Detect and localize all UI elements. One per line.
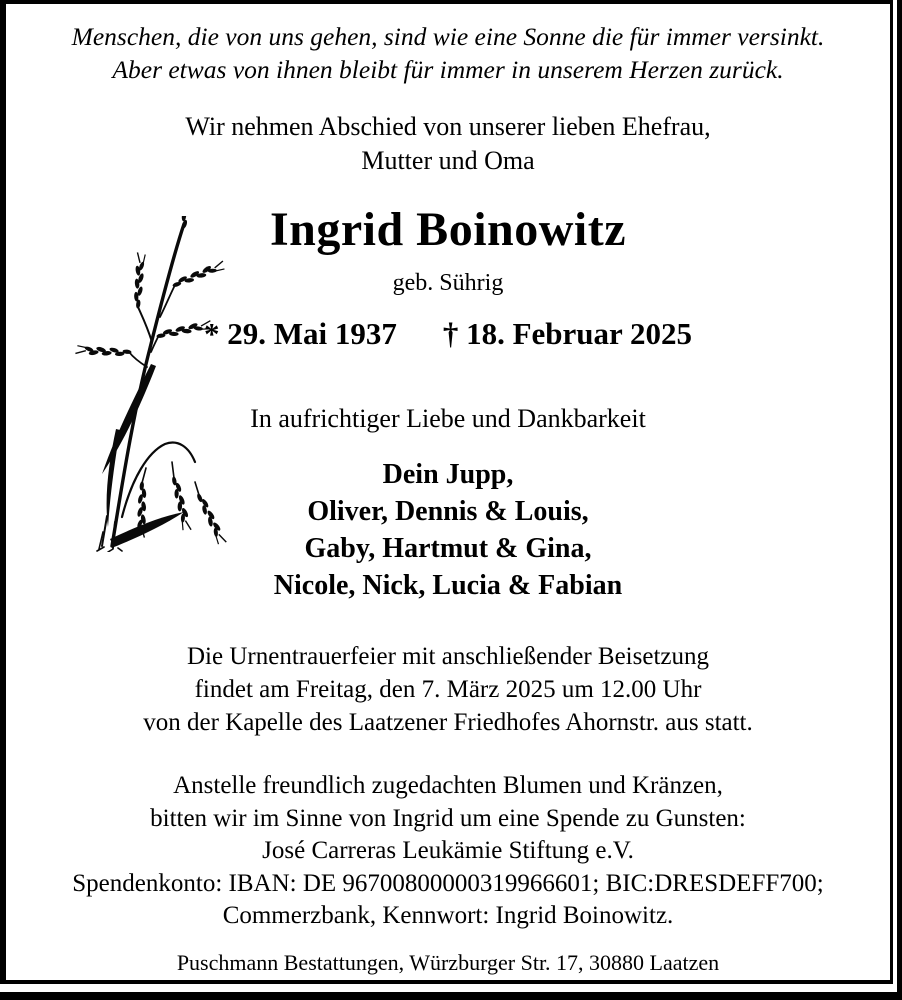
donation-line-1: Anstelle freundlich zugedachten Blumen und Kränzen,	[173, 772, 723, 799]
donation-line-2: bitten wir im Sinne von Ingrid um eine Spende zu Gunsten:	[150, 804, 746, 832]
mourners-line-4: Nicole, Nick, Lucia & Fabian	[273, 570, 623, 601]
mourners-line-3: Gaby, Hartmut & Gina,	[304, 533, 592, 564]
donation-info	[6, 770, 890, 933]
epigraph-line-2: Aber etwas von ihnen bleibt für immer in unserem Herzen zurück.	[112, 55, 784, 84]
mourners-list	[6, 456, 890, 604]
scan-edge-bottom	[0, 992, 902, 1000]
birth-date: * 29. Mai 1937	[203, 316, 397, 351]
farewell-line-1: Wir nehmen Abschied von unserer lieben Ehefrau,	[185, 112, 711, 141]
ceremony-info	[6, 640, 890, 739]
mourners-line-2: Oliver, Dennis & Louis,	[307, 496, 589, 527]
tribute-text: In aufrichtiger Liebe und Dankbarkeit	[250, 404, 646, 433]
donation-line-4: Spendenkonto: IBAN: DE 96700800000319966601; BIC:DRESDEFF700;	[72, 869, 824, 897]
scan-edge-right	[897, 0, 902, 1000]
donation-line-3: José Carreras Leukämie Stiftung e.V.	[262, 837, 634, 864]
farewell-line-2: Mutter und Oma	[361, 146, 535, 175]
ceremony-line-2: findet am Freitag, den 7. März 2025 um 12.00 Uhr	[194, 676, 702, 703]
donation-line-5: Commerzbank, Kennwort: Ingrid Boinowitz.	[222, 902, 674, 929]
death-date: † 18. Februar 2025	[442, 316, 692, 351]
life-dates	[6, 316, 890, 352]
deceased-name: Ingrid Boinowitz	[269, 203, 627, 256]
maiden-name: geb. Sührig	[392, 270, 504, 296]
funeral-home-text: Puschmann Bestattungen, Würzburger Str. 17, 30880 Laatzen	[176, 950, 720, 975]
ceremony-line-1: Die Urnentrauerfeier mit anschließender Beisetzung	[187, 643, 709, 670]
ceremony-line-3: von der Kapelle des Laatzener Friedhofes Ahornstr. aus statt.	[143, 709, 753, 736]
mourners-line-1: Dein Jupp,	[382, 459, 514, 490]
farewell-text	[6, 110, 890, 178]
epigraph-line-1: Menschen, die von uns gehen, sind wie eine Sonne die für immer versinkt.	[71, 22, 825, 51]
epigraph	[6, 20, 890, 86]
